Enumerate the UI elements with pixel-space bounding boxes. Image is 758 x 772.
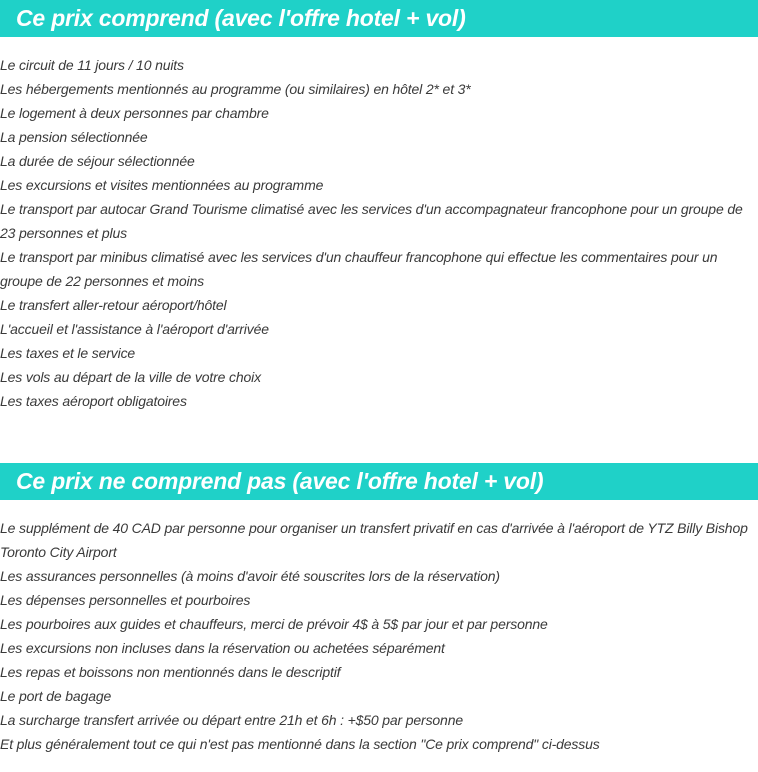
included-item: Le transport par autocar Grand Tourisme climatisé avec les services d'un accompagnateur francophone pour un groupe de 23 personnes et plus	[0, 201, 743, 241]
included-item: Le logement à deux personnes par chambre	[0, 105, 269, 121]
excluded-item: Le supplément de 40 CAD par personne pour organiser un transfert privatif en cas d'arrivée à l'aéroport de YTZ Billy Bishop Toronto City Airport	[0, 520, 748, 560]
included-item: Les excursions et visites mentionnées au programme	[0, 177, 324, 193]
included-item: Le transfert aller-retour aéroport/hôtel	[0, 297, 227, 313]
excluded-section	[0, 463, 758, 756]
excluded-header-band	[0, 463, 758, 500]
included-item: Le circuit de 11 jours / 10 nuits	[0, 57, 184, 73]
included-item: Les taxes et le service	[0, 345, 136, 361]
excluded-item: La surcharge transfert arrivée ou départ entre 21h et 6h : +$50 par personne	[0, 712, 463, 728]
included-header-band	[0, 0, 758, 37]
included-item: Les vols au départ de la ville de votre choix	[0, 369, 261, 385]
included-item: L'accueil et l'assistance à l'aéroport d'arrivée	[0, 321, 269, 337]
included-item: La durée de séjour sélectionnée	[0, 153, 195, 169]
excluded-item: Les pourboires aux guides et chauffeurs, merci de prévoir 4$ à 5$ par jour et par personne	[0, 616, 548, 632]
excluded-item: Les excursions non incluses dans la réservation ou achetées séparément	[0, 640, 445, 656]
excluded-item: Les repas et boissons non mentionnés dans le descriptif	[0, 664, 341, 680]
included-item: Les hébergements mentionnés au programme (ou similaires) en hôtel 2* et 3*	[0, 81, 471, 97]
included-title: Ce prix comprend (avec l'offre hotel + vol)	[16, 5, 466, 31]
excluded-item: Et plus généralement tout ce qui n'est pas mentionné dans la section "Ce prix comprend" ci-dessus	[0, 736, 600, 752]
excluded-title: Ce prix ne comprend pas (avec l'offre hotel + vol)	[16, 468, 544, 494]
included-list	[0, 53, 758, 413]
excluded-list	[0, 516, 758, 756]
included-item: Les taxes aéroport obligatoires	[0, 393, 187, 409]
excluded-item: Les assurances personnelles (à moins d'avoir été souscrites lors de la réservation)	[0, 568, 500, 584]
included-item: Le transport par minibus climatisé avec les services d'un chauffeur francophone qui effectue les commentaires pour un groupe de 22 personnes et moins	[0, 249, 718, 289]
excluded-item: Les dépenses personnelles et pourboires	[0, 592, 251, 608]
excluded-item: Le port de bagage	[0, 688, 112, 704]
included-item: La pension sélectionnée	[0, 129, 148, 145]
